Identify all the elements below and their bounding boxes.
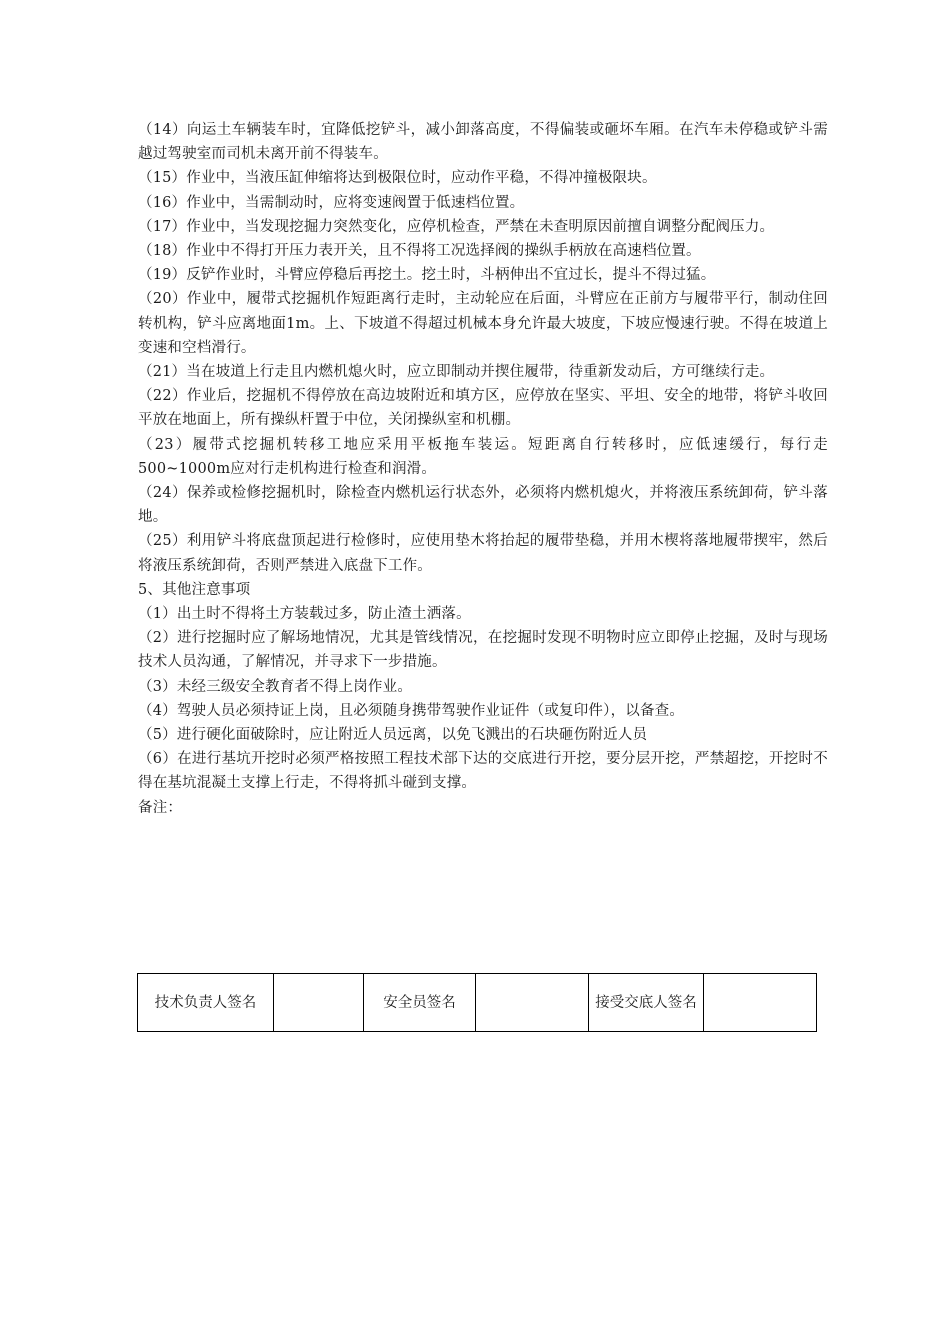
paragraph-20: （20）作业中，履带式挖掘机作短距离行走时，主动轮应在后面，斗臂应在正前方与履带平行，制动住回转机构，铲斗应离地面1m。上、下坡道不得超过机械本身允许最大坡度，下坡应慢速行驶。不得在坡道上变速和空档滑行。	[138, 291, 828, 356]
paragraph-22: （22）作业后，挖掘机不得停放在高边坡附近和填方区，应停放在坚实、平坦、安全的地带，将铲斗收回平放在地面上，所有操纵杆置于中位，关闭操纵室和机棚。	[138, 388, 828, 429]
paragraph-18: （18）作业中不得打开压力表开关，且不得将工况选择阀的操纵手柄放在高速档位置。	[138, 243, 701, 260]
signature-row	[138, 974, 817, 1032]
paragraph-25: （25）利用铲斗将底盘顶起进行检修时，应使用垫木将抬起的履带垫稳，并用木楔将落地履带揳牢，然后将液压系统卸荷，否则严禁进入底盘下工作。	[138, 533, 828, 574]
note-item-1: （1）出土时不得将土方装载过多，防止渣土洒落。	[138, 606, 471, 623]
document-body	[138, 118, 828, 820]
paragraph-16: （16）作业中，当需制动时，应将变速阀置于低速档位置。	[138, 194, 525, 211]
section-heading: 5、其他注意事项	[138, 581, 251, 598]
tech-lead-signature-label: 技术负责人签名	[138, 974, 274, 1032]
paragraph-23: （23）履带式挖掘机转移工地应采用平板拖车装运。短距离自行转移时，应低速缓行，每行走500~1000m应对行走机构进行检查和润滑。	[138, 436, 828, 477]
tech-lead-signature-field[interactable]	[274, 974, 364, 1032]
safety-officer-signature-label: 安全员签名	[364, 974, 476, 1032]
paragraph-15: （15）作业中，当液压缸伸缩将达到极限位时，应动作平稳，不得冲撞极限块。	[138, 170, 657, 187]
note-item-3: （3）未经三级安全教育者不得上岗作业。	[138, 678, 413, 695]
recipient-signature-label: 接受交底人签名	[589, 974, 704, 1032]
signature-table	[137, 973, 817, 1032]
paragraph-24: （24）保养或检修挖掘机时，除检查内燃机运行状态外，必须将内燃机熄火，并将液压系统卸荷，铲斗落地。	[138, 485, 828, 526]
paragraph-14: （14）向运土车辆装车时，宜降低挖铲斗，减小卸落高度，不得偏装或砸坏车厢。在汽车未停稳或铲斗需越过驾驶室而司机未离开前不得装车。	[138, 122, 828, 163]
paragraph-19: （19）反铲作业时，斗臂应停稳后再挖土。挖土时，斗柄伸出不宜过长，提斗不得过猛。	[138, 267, 716, 284]
paragraph-21: （21）当在坡道上行走且内燃机熄火时，应立即制动并揳住履带，待重新发动后，方可继续行走。	[138, 364, 775, 381]
recipient-signature-field[interactable]	[704, 974, 817, 1032]
safety-officer-signature-field[interactable]	[476, 974, 589, 1032]
note-item-6: （6）在进行基坑开挖时必须严格按照工程技术部下达的交底进行开挖，要分层开挖，严禁超挖，开挖时不得在基坑混凝土支撑上行走，不得将抓斗碰到支撑。	[138, 751, 828, 792]
note-item-5: （5）进行硬化面破除时，应让附近人员远离，以免飞溅出的石块砸伤附近人员	[138, 727, 648, 744]
note-item-4: （4）驾驶人员必须持证上岗，且必须随身携带驾驶作业证件（或复印件），以备查。	[138, 702, 685, 719]
note-item-2: （2）进行挖掘时应了解场地情况，尤其是管线情况，在挖掘时发现不明物时应立即停止挖掘，及时与现场技术人员沟通，了解情况，并寻求下一步措施。	[138, 630, 828, 671]
paragraph-17: （17）作业中，当发现挖掘力突然变化，应停机检查，严禁在未查明原因前擅自调整分配阀压力。	[138, 218, 775, 235]
remarks-label: 备注：	[138, 799, 183, 816]
